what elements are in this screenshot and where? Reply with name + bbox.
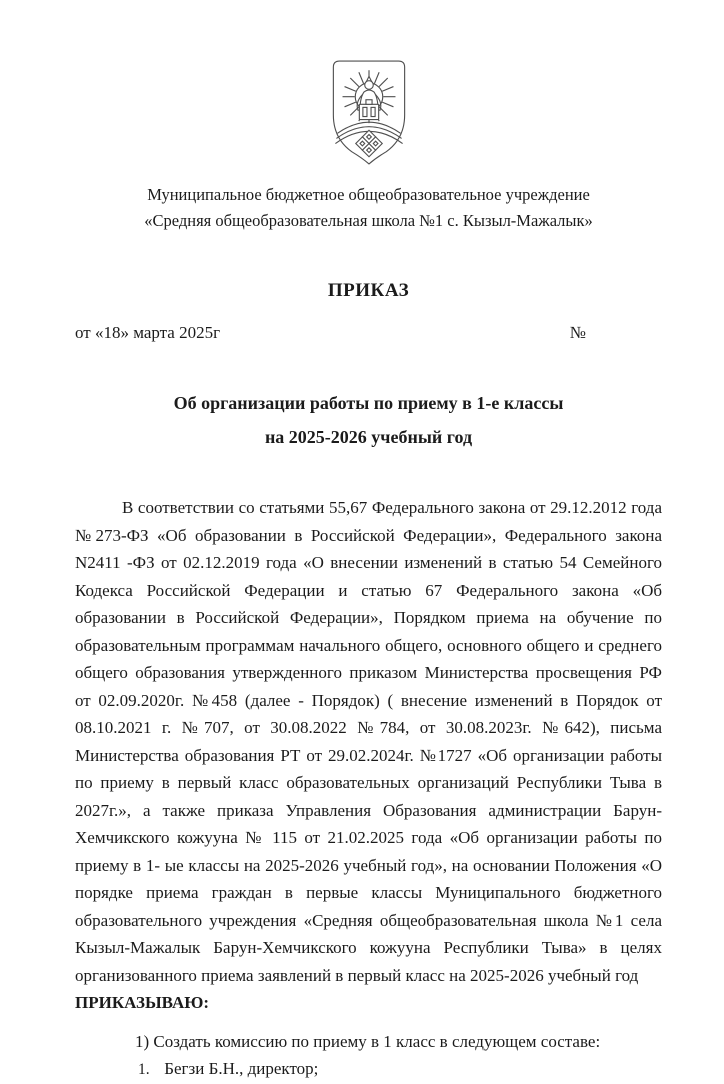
order-number-label: № — [569, 323, 586, 342]
order-title — [75, 393, 662, 448]
coat-of-arms-emblem — [327, 58, 411, 170]
commission-member-text: Бегзи Б.Н., директор; — [164, 1059, 319, 1078]
organization-name-line1: Муниципальное бюджетное общеобразовательное учреждение — [147, 185, 590, 204]
order-title-line1: Об организации работы по приему в 1-е классы — [173, 393, 564, 413]
organization-header — [75, 182, 662, 234]
organization-name-line2: «Средняя общеобразовательная школа №1 с. Кызыл-Мажалык» — [144, 211, 593, 230]
document-type-heading: ПРИКАЗ — [327, 280, 410, 301]
date-number-row — [75, 323, 662, 343]
order-item-1: 1) Создать комиссию по приему в 1 класс в следующем составе: — [135, 1031, 601, 1051]
order-title-line2: на 2025-2026 учебный год — [264, 427, 473, 447]
commission-member-number: 1. — [138, 1061, 150, 1078]
preamble-paragraph: В соответствии со статьями 55,67 Федерального закона от 29.12.2012 года №273-ФЗ «Об образовании в Российской Федерации», Федерального закона N2411 -ФЗ от 02.12.2019 года «О внесении изменений в статью 54 Семейного Кодекса Российской Федерации и статью 67 Федерального закона «Об образовании в Российской Федерации», Порядком приема на обучение по образовательным программам начального общего, основного общего и среднего общего образования утвержденного приказом Министерства просвещения РФ от 02.09.2020г. №458 (далее - Порядок) ( внесение изменений в Порядок от 08.10.2021 г. №707, от 30.08.2022 №784, от 30.08.2023г. №642), письма Министерства образования РТ от 29.02.2024г. №1727 «Об организации работы по приему в первый класс образовательных организаций Республики Тыва в 2027г.», а также приказа Управления Образования администрации Барун-Хемчикского кожууна № 115 от 21.02.2025 года «Об организации работы по приему в 1- ые классы на 2025-2026 учебный год», на основании Положения «О порядке приема граждан в первые классы Муниципального бюджетного образовательного учреждения «Средняя общеобразовательная школа №1 села Кызыл-Мажалык Барун-Хемчикского кожууна Республики Тыва» в целях организованного приема заявлений в первый класс на 2025-2026 учебный год — [75, 498, 662, 985]
order-date: от «18» марта 2025г — [75, 323, 221, 342]
commission-member-row — [75, 1055, 662, 1084]
coat-of-arms-icon — [327, 58, 411, 170]
resolution-heading: ПРИКАЗЫВАЮ: — [75, 993, 210, 1012]
